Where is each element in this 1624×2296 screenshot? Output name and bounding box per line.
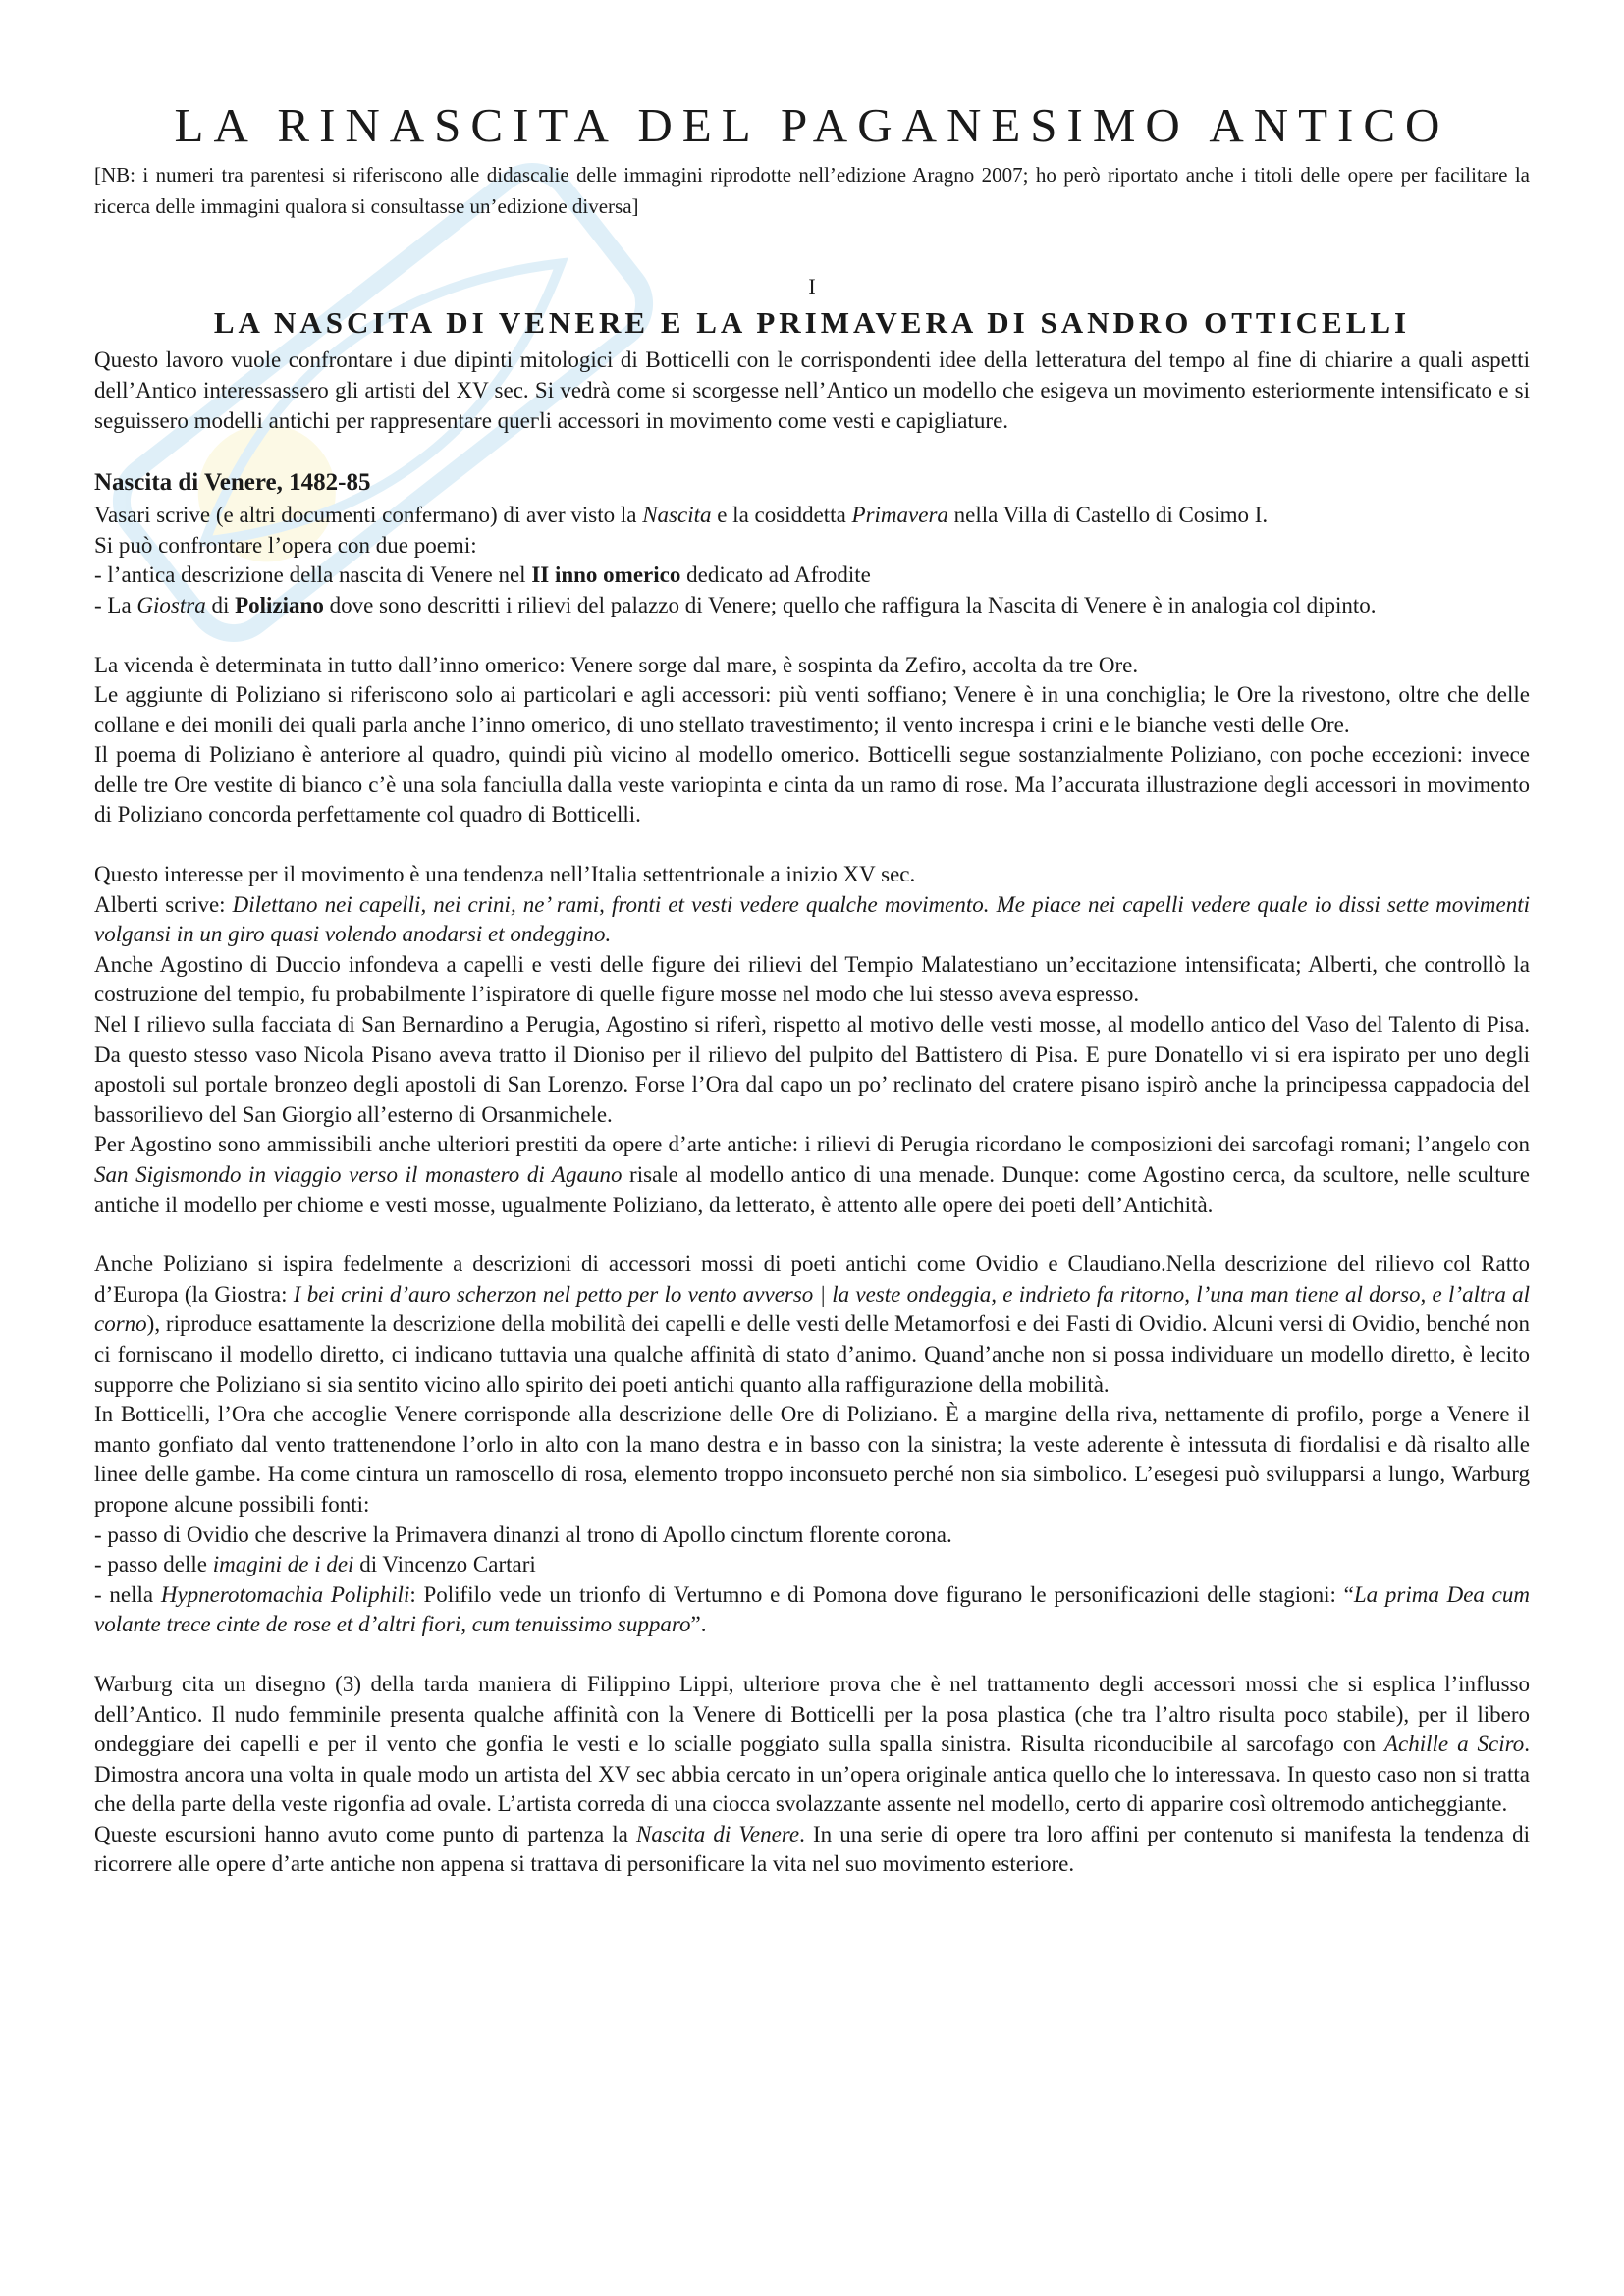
- list-item: - passo delle imagini de i dei di Vincenzo Cartari: [94, 1552, 536, 1577]
- section-title: LA NASCITA DI VENERE E LA PRIMAVERA DI SANDRO OTTICELLI: [213, 305, 1411, 341]
- subheading: Nascita di Venere, 1482-85: [94, 469, 371, 497]
- paragraph: Anche Poliziano si ispira fedelmente a descrizioni di accessori mossi di poeti antichi come Ovidio e Claudiano.Nella descrizione del rilievo col Ratto d’Europa (la Giostra: I bei crini d’auro scherzon nel petto per lo vento avverso | la veste ondeggia, e indrieto fa ritorno, l’una man tiene al dorso, e l’altra al corno), riproduce esattamente la descrizione della mobilità dei capelli e delle vesti delle Metamorfosi e dei Fasti di Ovidio. Alcuni versi di Ovidio, benché non ci forniscano il modello diretto, ci indicano tuttavia una qualche affinità di stato d’animo. Quand’anche non si possa individuare un modello diretto, è lecito supporre che Poliziano si sia sentito vicino allo spirito dei poeti antichi quanto alla raffigurazione della mobilità.: [94, 1252, 1530, 1397]
- paragraph: Per Agostino sono ammissibili anche ulteriori prestiti da opere d’arte antiche: i rilievi di Perugia ricordano le composizioni dei sarcofagi romani; l’angelo con San Sigismondo in viaggio verso il monastero di Agauno risale al modello antico di una menade. Dunque: come Agostino cerca, da scultore, nelle sculture antiche il modello per chiome e vesti mosse, ugualmente Poliziano, da letterato, è attento alle opere dei poeti dell’Antichità.: [94, 1132, 1530, 1217]
- list-item: - l’antica descrizione della nascita di Venere nel II inno omerico dedicato ad Afrodite: [94, 562, 871, 588]
- paragraph: Alberti scrive: Dilettano nei capelli, nei crini, ne’ rami, fronti et vesti vedere qualche movimento. Me piace nei capelli vedere quale io dissi sette movimenti volgansi in un giro quasi volendo anodarsi et ondeggino.: [94, 891, 1530, 947]
- paragraph: Queste escursioni hanno avuto come punto di partenza la Nascita di Venere. In una serie di opere tra loro affini per contenuto si manifesta la tendenza di ricorrere alle opere d’arte antiche non appena si trattava di personificare la vita nel suo movimento esteriore.: [94, 1821, 1530, 1877]
- list-item: - nella Hypnerotomachia Poliphili: Polifilo vede un trionfo di Vertumno e di Pomona dove figurano le personificazioni delle stagioni: “La prima Dea cum volante trece cinte de rose et d’altri fiori, cum tenuissimo supparo”.: [94, 1581, 1530, 1637]
- editorial-note: [NB: i numeri tra parentesi si riferiscono alle didascalie delle immagini riprodotte nell’edizione Aragno 2007; ho però riportato anche i titoli delle opere per facilitare la ricerca delle immagini qualora si consultasse un’edizione diversa]: [94, 163, 1530, 219]
- list-item: - passo di Ovidio che descrive la Primavera dinanzi al trono di Apollo cinctum florente corona.: [94, 1522, 952, 1547]
- document-page: [94, 98, 1530, 1880]
- intro-paragraph: Questo lavoro vuole confrontare i due dipinti mitologici di Botticelli con le corrispondenti idee della letteratura del tempo al fine di chiarire a quali aspetti dell’Antico interessassero gli artisti del XV sec. Si vedrà come si scorgesse nell’Antico un modello che esigeva un movimento esteriormente intensificato e si seguissero modelli antichi per rappresentare queгli accessori in movimento come vesti e capigliature.: [94, 347, 1530, 433]
- paragraph: Si può confrontare l’opera con due poemi:: [94, 532, 477, 558]
- paragraph: Le aggiunte di Poliziano si riferiscono solo ai particolari e agli accessori: più venti soffiano; Venere è in una conchiglia; le Ore la rivestono, oltre che delle collane e dei monili dei quali parla anche l’inno omerico, di uno stellato travestimento; il vento increspa i crini e le bianche vesti delle Ore.: [94, 682, 1530, 737]
- paragraph: La vicenda è determinata in tutto dall’inno omerico: Venere sorge dal mare, è sospinta da Zefiro, accolta da tre Ore.: [94, 652, 1139, 677]
- paragraph: Il poema di Poliziano è anteriore al quadro, quindi più vicino al modello omerico. Botticelli segue sostanzialmente Poliziano, con poche eccezioni: invece delle tre Ore vestite di bianco c’è una sola fanciulla dalla veste variopinta e cinta da un ramo di rose. Ma l’accurata illustrazione degli accessori in movimento di Poliziano concorda perfettamente col quadro di Botticelli.: [94, 742, 1530, 828]
- list-item: - La Giostra di Poliziano dove sono descritti i rilievi del palazzo di Venere; quello che raffigura la Nascita di Venere è in analogia col dipinto.: [94, 592, 1377, 617]
- paragraph: Vasari scrive (e altri documenti confermano) di aver visto la Nascita e la cosiddetta Primavera nella Villa di Castello di Cosimo I.: [94, 503, 1269, 528]
- paragraph: Questo interesse per il movimento è una tendenza nell’Italia settentrionale a inizio XV sec.: [94, 862, 916, 887]
- paragraph: Nel I rilievo sulla facciata di San Bernardino a Perugia, Agostino si riferì, rispetto al motivo delle vesti mosse, al modello antico del Vaso del Talento di Pisa. Da questo stesso vaso Nicola Pisano aveva tratto il Dioniso per il rilievo del pulpito del Battistero di Pisa. E pure Donatello vi si era ispirato per uno degli apostoli sul portale bronzeo degli apostoli di San Lorenzo. Forse l’Ora dal capo un po’ reclinato del cratere pisano ispirò anche la principessa cappadocia del bassorilievo del San Giorgio all’esterno di Orsanmichele.: [94, 1012, 1530, 1127]
- section-numeral: I: [808, 274, 816, 299]
- paragraph: Anche Agostino di Duccio infondeva a capelli e vesti delle figure dei rilievi del Tempio Malatestiano un’eccitazione intensificata; Alberti, che controllò la costruzione del tempio, fu probabilmente l’ispiratore di quelle figure mosse nel modo che lui stesso aveva espresso.: [94, 951, 1530, 1007]
- paragraph: In Botticelli, l’Ora che accoglie Venere corrisponde alla descrizione delle Ore di Poliziano. È a margine della riva, nettamente di profilo, porge a Venere il manto gonfiato dal vento trattenendone l’orlo in alto con la mano destra e in basso con la sinistra; la veste aderente è intessuta di fiordalisi e dà risalto alle linee delle gambe. Ha come cintura un ramoscello di rosa, elemento troppo inconsueto perché non sia simbolico. L’esegesi può svilupparsi a lungo, Warburg propone alcune possibili fonti:: [94, 1402, 1530, 1517]
- document-title: LA RINASCITA DEL PAGANESIMO ANTICO: [174, 98, 1450, 152]
- paragraph: Warburg cita un disegno (3) della tarda maniera di Filippino Lippi, ulteriore prova che è nel trattamento degli accessori mossi che si esplica l’influsso dell’Antico. Il nudo femminile presenta qualche affinità con la Venere di Botticelli per la posa plastica (che tra l’altro risulta poco stabile), per il libero ondeggiare dei capelli e per il vento che gonfia le vesti e lo scialle poggiato sulla spalla sinistra. Risulta riconducibile al sarcofago con Achille a Sciro. Dimostra ancora una volta in quale modo un artista del XV sec abbia cercato in un’opera originale antica quello che lo interessava. In questo caso non si tratta che della parte della veste rigonfia ad ovale. L’artista correda di una ciocca svolazzante assente nel modello, certo di apparire così oltremodo anticheggiante.: [94, 1671, 1530, 1817]
